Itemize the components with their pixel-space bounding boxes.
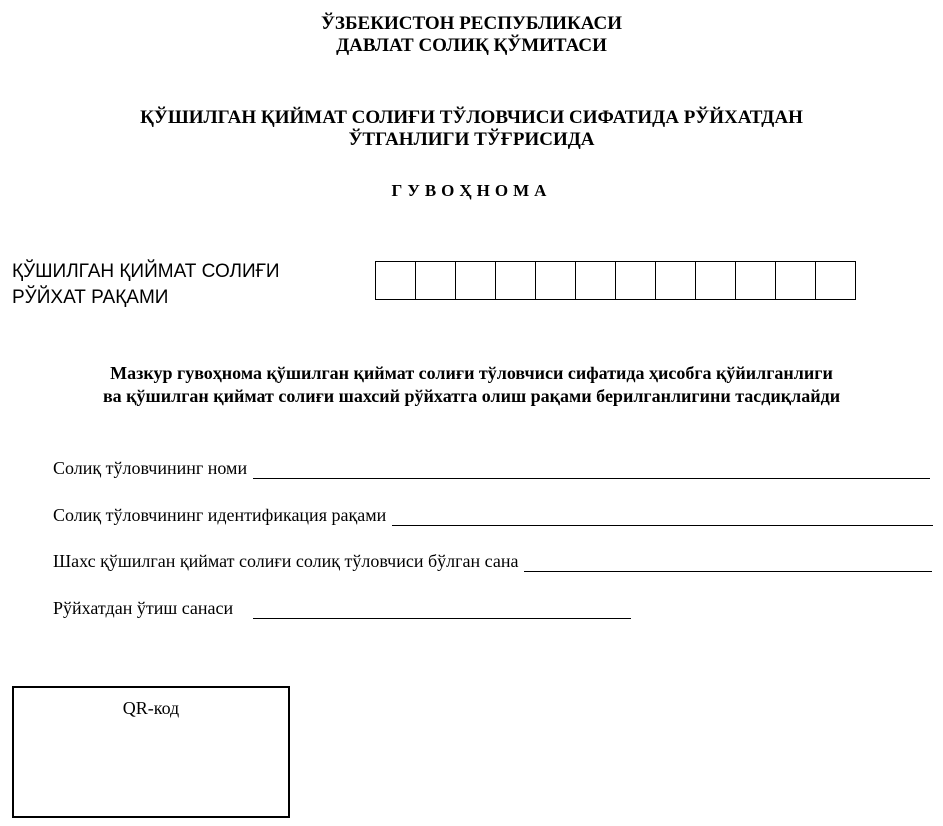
registration-date-field[interactable] [253, 600, 631, 619]
certificate-title-line2: ЎТГАНЛИГИ ТЎҒРИСИДА [348, 129, 595, 150]
vat-digit-box[interactable] [536, 261, 576, 300]
qr-code-box [12, 686, 290, 818]
certificate-title [0, 107, 943, 151]
statement-line1: Мазкур гувоҳнома қўшилган қиймат солиғи тўловчиси сифатида ҳисобга қўйилганлиги [110, 363, 833, 383]
taxpayer-id-label: Солиқ тўловчининг идентификация рақами [53, 505, 387, 525]
taxpayer-id-row [53, 502, 933, 526]
vat-digit-box[interactable] [456, 261, 496, 300]
issuer-agency: ДАВЛАТ СОЛИҚ ҚЎМИТАСИ [336, 35, 607, 56]
document-type: ГУВОҲНОМА [391, 181, 552, 200]
vat-number-label [12, 259, 280, 311]
certification-statement [0, 362, 943, 408]
vat-payer-date-label: Шахс қўшилган қиймат солиғи солиқ тўловчиси бўлган сана [53, 551, 519, 571]
taxpayer-id-field[interactable] [392, 507, 933, 526]
certificate-title-line1: ҚЎШИЛГАН ҚИЙМАТ СОЛИҒИ ТЎЛОВЧИСИ СИФАТИДА РЎЙХАТДАН [140, 107, 803, 128]
vat-number-boxes [375, 261, 856, 300]
registration-date-row [53, 595, 631, 619]
vat-digit-box[interactable] [496, 261, 536, 300]
vat-payer-date-row [53, 548, 932, 572]
registration-date-label: Рўйхатдан ўтиш санаси [53, 598, 234, 618]
vat-number-label-line2: РЎЙХАТ РАҚАМИ [12, 287, 169, 308]
taxpayer-name-row [53, 455, 930, 479]
vat-digit-box[interactable] [656, 261, 696, 300]
vat-digit-box[interactable] [696, 261, 736, 300]
vat-number-label-line1: ҚЎШИЛГАН ҚИЙМАТ СОЛИҒИ [12, 261, 280, 282]
vat-digit-box[interactable] [736, 261, 776, 300]
taxpayer-name-field[interactable] [253, 460, 930, 479]
vat-digit-box[interactable] [576, 261, 616, 300]
vat-digit-box[interactable] [776, 261, 816, 300]
issuer-header [0, 13, 943, 57]
vat-digit-box[interactable] [816, 261, 856, 300]
vat-digit-box[interactable] [616, 261, 656, 300]
taxpayer-name-label: Солиқ тўловчининг номи [53, 458, 248, 478]
vat-digit-box[interactable] [416, 261, 456, 300]
vat-digit-box[interactable] [376, 261, 416, 300]
qr-code-label: QR-код [122, 698, 180, 718]
issuer-country: ЎЗБЕКИСТОН РЕСПУБЛИКАСИ [320, 13, 622, 34]
statement-line2: ва қўшилган қиймат солиғи шахсий рўйхатга олиш рақами берилганлигини тасдиқлайди [102, 386, 841, 406]
vat-payer-date-field[interactable] [524, 553, 932, 572]
